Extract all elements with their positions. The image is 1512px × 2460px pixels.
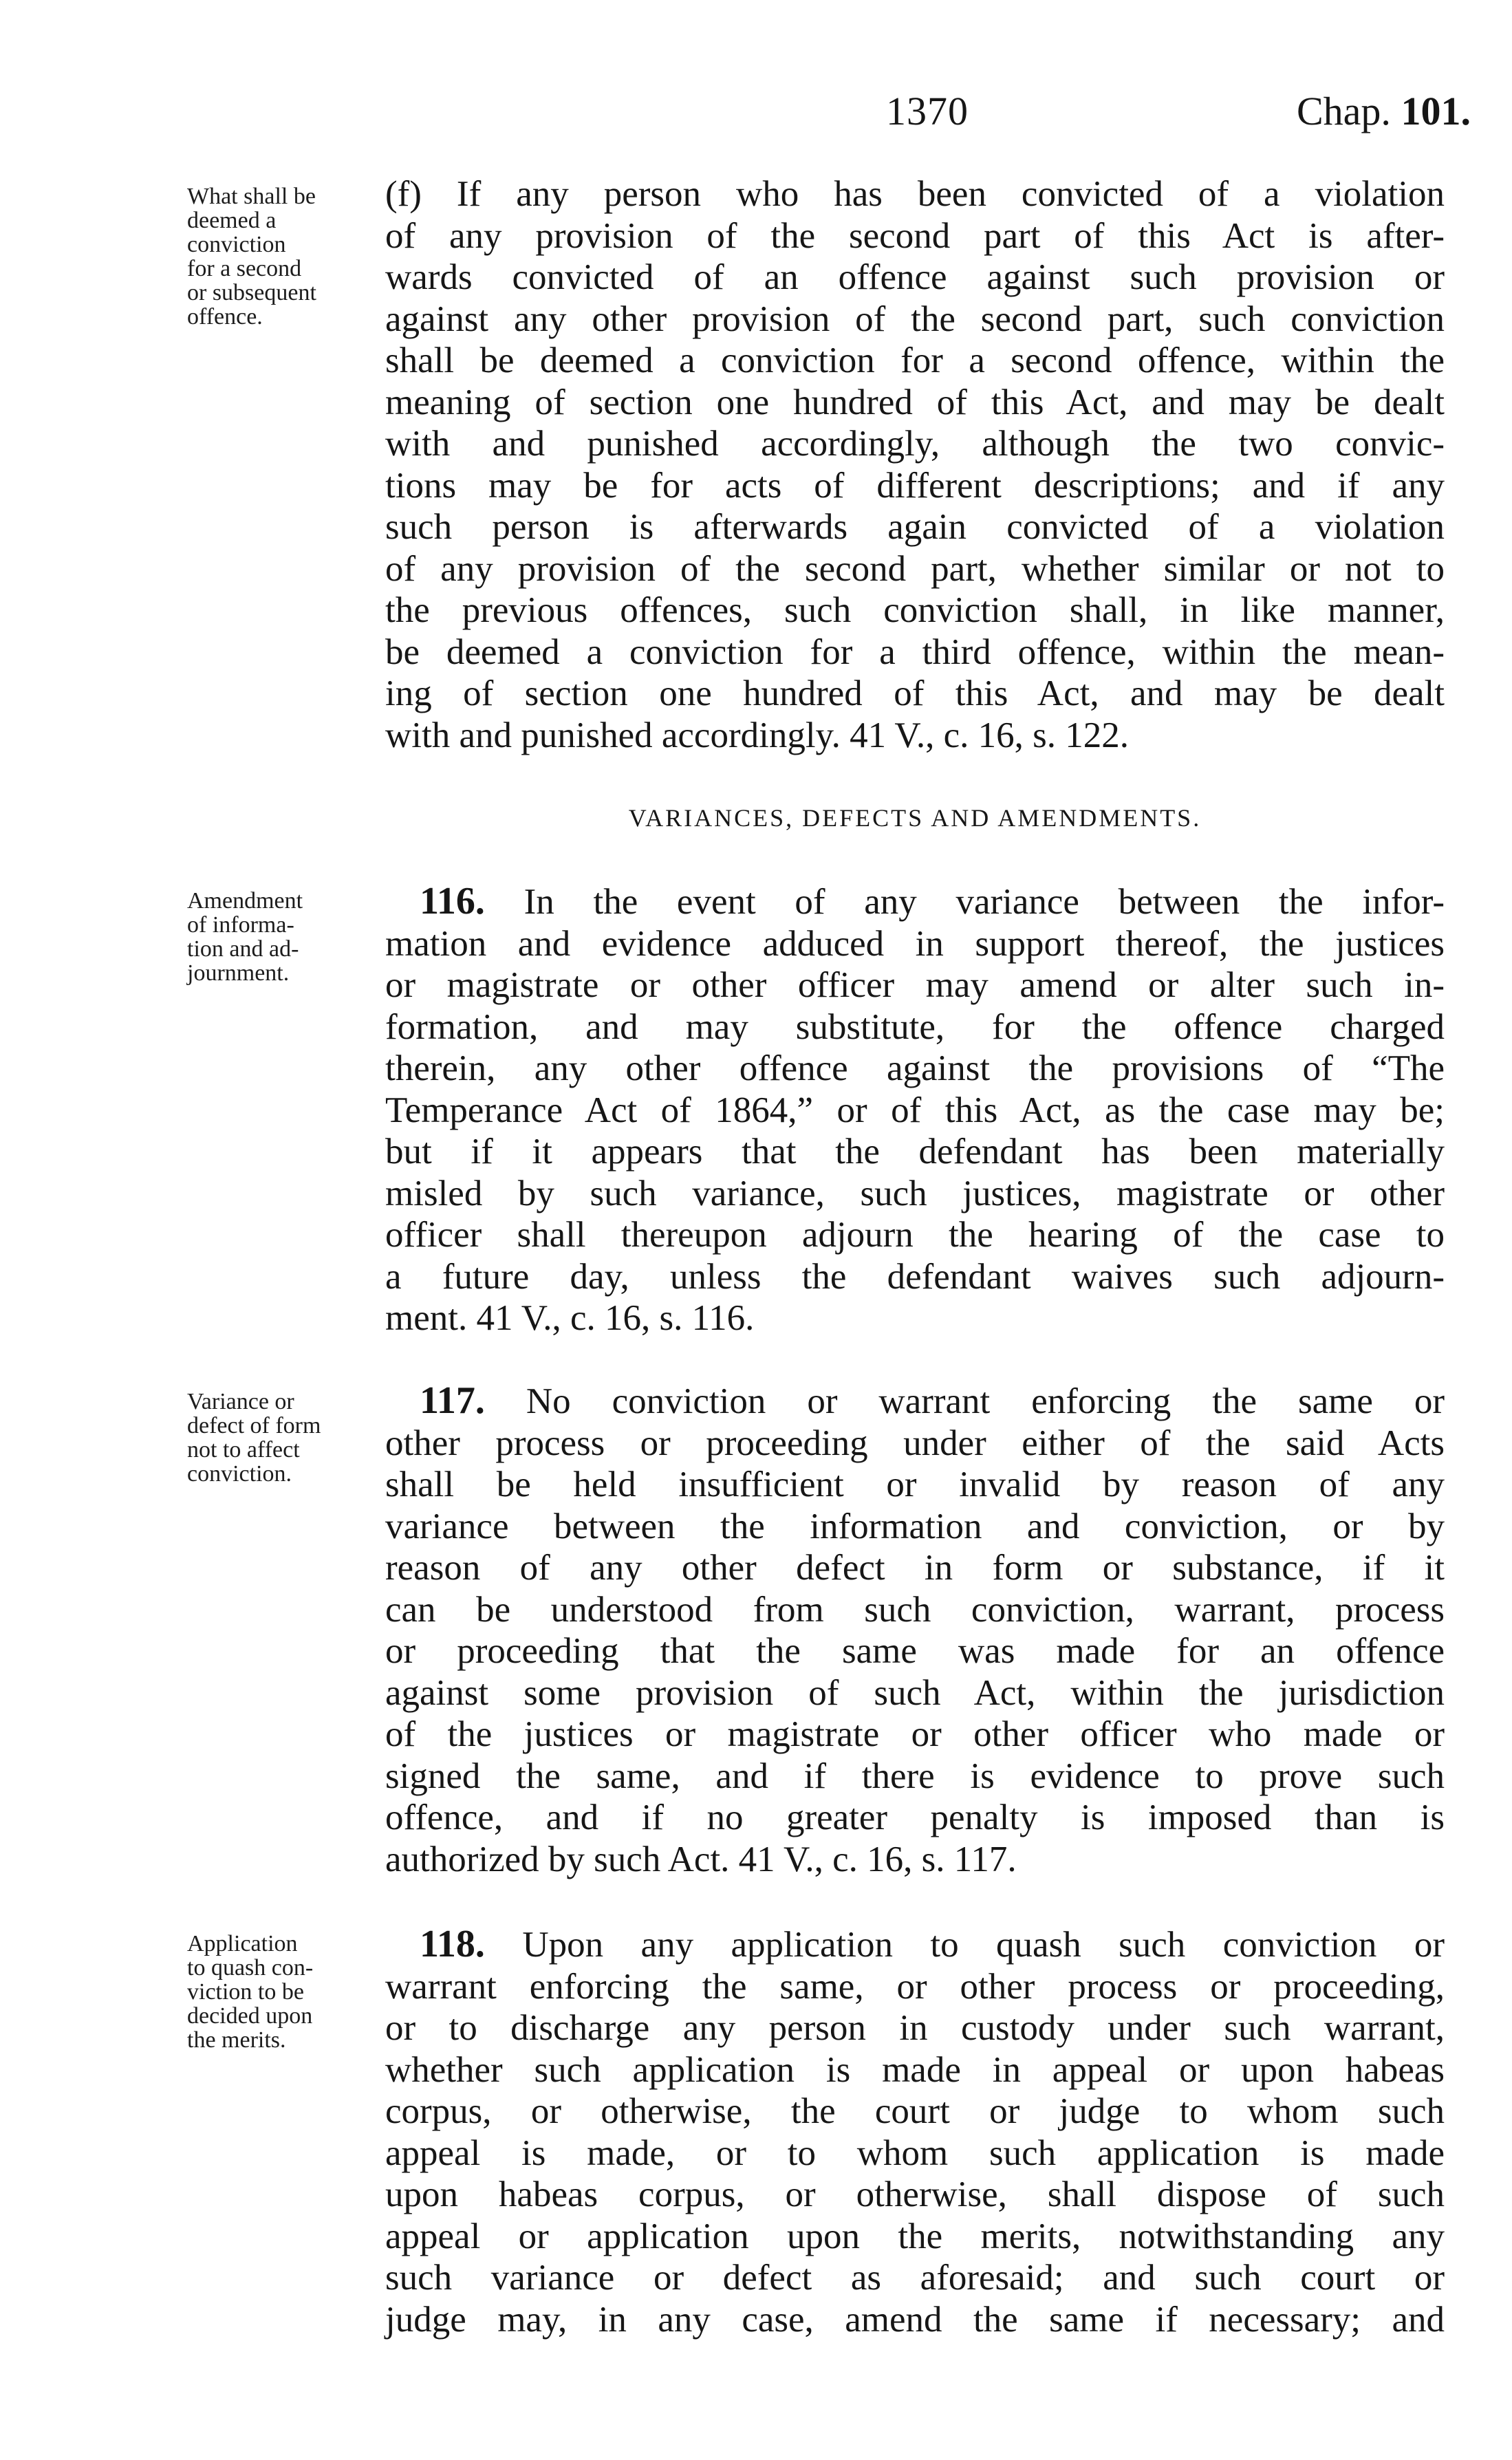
margin-note-application (187, 1932, 387, 2052)
paragraph-section-116 (385, 881, 1445, 1339)
text-line: the previous offences, such conviction shall, in like manner, (385, 590, 1445, 630)
text-line: of any provision of the second part of this Act is after- (385, 215, 1445, 256)
margin-note-variance (187, 1390, 387, 1486)
text-line: such variance or defect as aforesaid; and such court or (385, 2258, 1445, 2298)
text-line-content: No conviction or warrant enforcing the same or (526, 1381, 1445, 1421)
margin-note-line: Amendment (187, 888, 303, 914)
text-line: appeal or application upon the merits, notwithstanding any (385, 2216, 1445, 2256)
text-line-content: In the event of any variance between the infor- (523, 882, 1445, 922)
page-number: 1370 (886, 89, 969, 133)
margin-note-second-offence (187, 184, 387, 329)
margin-note-line: the merits. (187, 2027, 286, 2053)
text-line: a future day, unless the defendant waives such adjourn- (385, 1256, 1445, 1297)
text-line: warrant enforcing the same, or other process or proceeding, (385, 1966, 1445, 2007)
margin-note-line: Application (187, 1931, 298, 1956)
margin-note-line: Variance or (187, 1389, 294, 1414)
margin-note-line: of informa- (187, 912, 294, 938)
margin-note-line: What shall be (187, 184, 316, 209)
text-line: signed the same, and if there is evidence to prove such (385, 1756, 1445, 1796)
margin-note-line: to quash con- (187, 1955, 314, 1981)
margin-note-line: offence. (187, 304, 263, 330)
text-line: appeal is made, or to whom such application is made (385, 2133, 1445, 2173)
text-line: mation and evidence adduced in support thereof, the justices (385, 923, 1445, 964)
text-line: reason of any other defect in form or substance, if it (385, 1548, 1445, 1588)
margin-note-line: for a second (187, 256, 302, 281)
text-line: of any provision of the second part, whether similar or not to (385, 548, 1445, 589)
text-line: wards convicted of an offence against such provision or (385, 257, 1445, 297)
margin-note-line: conviction (187, 232, 286, 257)
margin-note-line: defect of form (187, 1413, 321, 1438)
text-line: therein, any other offence against the provisions of “The (385, 1048, 1445, 1088)
text-line: ment. 41 V., c. 16, s. 116. (385, 1298, 755, 1338)
text-line: misled by such variance, such justices, magistrate or other (385, 1173, 1445, 1213)
text-line: authorized by such Act. 41 V., c. 16, s. 117. (385, 1839, 1017, 1879)
text-line: with and punished accordingly, although the two convic- (385, 424, 1445, 464)
text-line: can be understood from such conviction, warrant, process (385, 1589, 1445, 1630)
text-line: upon habeas corpus, or otherwise, shall dispose of such (385, 2175, 1445, 2214)
margin-note-line: or subsequent (187, 280, 316, 305)
chapter-number: 101. (1401, 89, 1471, 133)
text-line: Temperance Act of 1864,” or of this Act, as the case may be; (385, 1090, 1445, 1130)
paragraph-subsection-f (385, 173, 1445, 756)
text-line: with and punished accordingly. 41 V., c. 16, s. 122. (385, 715, 1129, 755)
chapter-label-text: Chap. (1297, 89, 1391, 133)
text-line (385, 881, 1445, 923)
text-line: (f) If any person who has been convicted of a violation (385, 174, 1445, 214)
text-line: be deemed a conviction for a third offence, within the mean- (385, 632, 1445, 672)
page-header (0, 88, 1512, 143)
section-number: 118. (420, 1923, 485, 1965)
text-line: or to discharge any person in custody under such warrant, (385, 2008, 1445, 2048)
text-line: whether such application is made in appeal or upon habeas (385, 2049, 1445, 2090)
text-line: variance between the information and conviction, or by (385, 1506, 1445, 1546)
margin-note-line: journment. (187, 960, 290, 986)
text-line: against any other provision of the second part, such conviction (385, 299, 1445, 339)
text-line: officer shall thereupon adjourn the hearing of the case to (385, 1215, 1445, 1255)
text-line (385, 1923, 1445, 1966)
text-line: against some provision of such Act, within the jurisdiction (385, 1672, 1445, 1713)
section-number: 116. (420, 880, 485, 922)
text-line: or proceeding that the same was made for an offence (385, 1631, 1445, 1671)
margin-note-line: viction to be (187, 1979, 304, 2005)
text-line: corpus, or otherwise, the court or judge to whom such (385, 2091, 1445, 2131)
margin-note-line: decided upon (187, 2003, 313, 2029)
text-line (385, 1380, 1445, 1423)
text-line: other process or proceeding under either of the said Acts (385, 1423, 1445, 1463)
margin-note-line: deemed a (187, 208, 277, 233)
margin-note-line: not to affect (187, 1437, 300, 1463)
text-line: shall be held insufficient or invalid by reason of any (385, 1465, 1445, 1504)
text-line: or magistrate or other officer may amend or alter such in- (385, 965, 1445, 1005)
section-heading: VARIANCES, DEFECTS AND AMENDMENTS. (628, 804, 1202, 832)
text-line: formation, and may substitute, for the offence charged (385, 1006, 1445, 1047)
text-line: offence, and if no greater penalty is imposed than is (385, 1798, 1445, 1837)
margin-note-amendment (187, 889, 387, 985)
margin-note-line: tion and ad- (187, 936, 299, 962)
text-line: but if it appears that the defendant has been materially (385, 1132, 1445, 1172)
text-line: ing of section one hundred of this Act, and may be dealt (385, 673, 1445, 713)
text-line: tions may be for acts of different descriptions; and if any (385, 465, 1445, 506)
text-line: judge may, in any case, amend the same if necessary; and (385, 2299, 1445, 2340)
text-line: of the justices or magistrate or other officer who made or (385, 1714, 1445, 1754)
text-line: meaning of section one hundred of this Act, and may be dealt (385, 382, 1445, 422)
section-number: 117. (420, 1379, 485, 1422)
text-line: shall be deemed a conviction for a second offence, within the (385, 341, 1445, 380)
paragraph-section-118 (385, 1923, 1445, 2340)
chapter-label (1297, 88, 1471, 134)
paragraph-section-117 (385, 1380, 1445, 1880)
text-line: such person is afterwards again convicted of a violation (385, 507, 1445, 547)
text-line-content: Upon any application to quash such conviction or (522, 1925, 1445, 1965)
margin-note-line: conviction. (187, 1461, 292, 1487)
